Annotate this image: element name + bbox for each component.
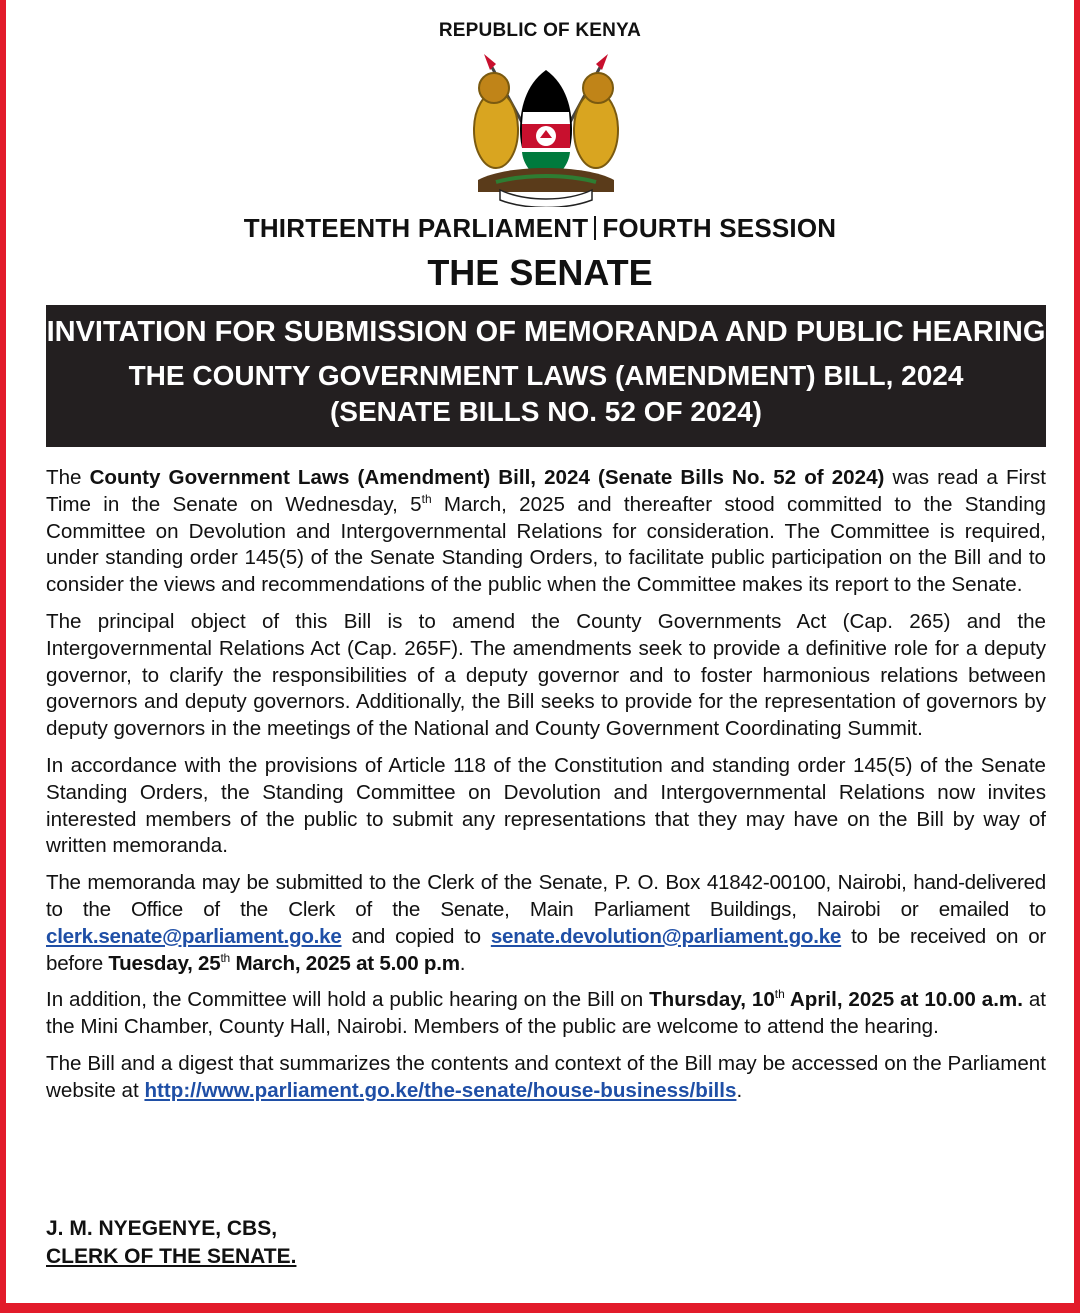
- signatory-title: CLERK OF THE SENATE.: [46, 1245, 297, 1268]
- paragraph-introduction: [46, 465, 1046, 599]
- paragraph-invitation: In accordance with the provisions of Article 118 of the Constitution and standing order 145(5) of the Senate Standing Orders, the Standing Committee on Devolution and Intergovernmental Relations now invites interested members of the public to submit any representations that they may have on the Bill by way of written memoranda.: [46, 753, 1046, 858]
- parliament-session-heading: [6, 213, 1074, 244]
- banner-bill-name: THE COUNTY GOVERNMENT LAWS (AMENDMENT) BILL, 2024: [128, 360, 964, 391]
- kenya-coat-of-arms-icon: [466, 52, 626, 207]
- devolution-email-link[interactable]: senate.devolution@parliament.go.ke: [490, 924, 842, 948]
- text-run: to be received on or before: [46, 924, 1047, 975]
- signature-block: [46, 1215, 296, 1271]
- clerk-email-link[interactable]: clerk.senate@parliament.go.ke: [46, 924, 342, 948]
- text-run: was read a First Time in the Senate on Wednesday, 5: [46, 466, 1046, 516]
- deadline-bold: Tuesday, 25: [108, 951, 221, 975]
- paragraph-website: [46, 1051, 1046, 1105]
- text-run: March, 2025 and thereafter stood committed to the Standing Committee on Devolution and Intergovernmental Relations for consideration. The Committee is required, under standing order 145(5) of the Senate Standing Orders, to facilitate public participation on the Bill and to consider the views and recommendations of the public when the Committee makes its report to the Senate.: [46, 492, 1047, 597]
- notice-body: [46, 465, 1046, 1115]
- text-run: In addition, the Committee will hold a public hearing on the Bill on: [46, 988, 650, 1012]
- text-run: at the Mini Chamber, County Hall, Nairobi. Members of the public are welcome to attend the hearing.: [46, 988, 1047, 1039]
- parliament-label: THIRTEENTH PARLIAMENT: [243, 213, 589, 243]
- ordinal-suffix: th: [421, 491, 432, 506]
- signatory-name: J. M. NYEGENYE, CBS,: [46, 1217, 278, 1240]
- paragraph-object: The principal object of this Bill is to amend the County Governments Act (Cap. 265) and the Intergovernmental Relations Act (Cap. 265F). The amendments seek to provide a definitive role for a deputy governor, to clarify the responsibilities of a deputy governor and to foster harmonious relations between governors and deputy governors. Additionally, the Bill seeks to provide for the representation of governors by deputy governors in the meetings of the National and County Government Coordinating Summit.: [46, 609, 1046, 741]
- ordinal-suffix: th: [220, 950, 230, 965]
- session-label: FOURTH SESSION: [602, 213, 837, 243]
- hearing-date-bold: Thursday, 10: [649, 988, 775, 1012]
- ordinal-suffix: th: [774, 987, 785, 1002]
- republic-heading: REPUBLIC OF KENYA: [438, 20, 642, 41]
- title-banner: [46, 305, 1046, 447]
- text-run: .: [459, 951, 466, 975]
- paragraph-hearing: [46, 987, 1046, 1041]
- deadline-bold: March, 2025 at 5.00 p.m: [229, 951, 460, 975]
- banner-title: INVITATION FOR SUBMISSION OF MEMORANDA AND PUBLIC HEARING: [46, 316, 1046, 348]
- text-run: The memoranda may be submitted to the Clerk of the Senate, P. O. Box 41842-00100, Nairobi, hand-delivered to the Office of the Clerk of the Senate, Main Parliament Buildings, Nairobi or emailed to: [46, 871, 1046, 921]
- text-run: .: [736, 1078, 743, 1102]
- heading-divider: [594, 216, 596, 240]
- text-run: The Bill and a digest that summarizes the contents and context of the Bill may be accessed on the Parliament website at: [46, 1051, 1046, 1102]
- parliament-website-link[interactable]: http://www.parliament.go.ke/the-senate/house-business/bills: [144, 1078, 737, 1102]
- bill-name-bold: County Government Laws (Amendment) Bill, 2024 (Senate Bills No. 52 of 2024): [89, 466, 885, 489]
- text-run: The: [46, 466, 90, 489]
- hearing-date-bold: April, 2025 at 10.00 a.m.: [784, 988, 1023, 1012]
- text-run: and copied to: [341, 924, 491, 948]
- paragraph-submission: [46, 870, 1046, 977]
- house-title: THE SENATE: [427, 252, 653, 293]
- banner-bill-number: (SENATE BILLS NO. 52 OF 2024): [329, 396, 763, 427]
